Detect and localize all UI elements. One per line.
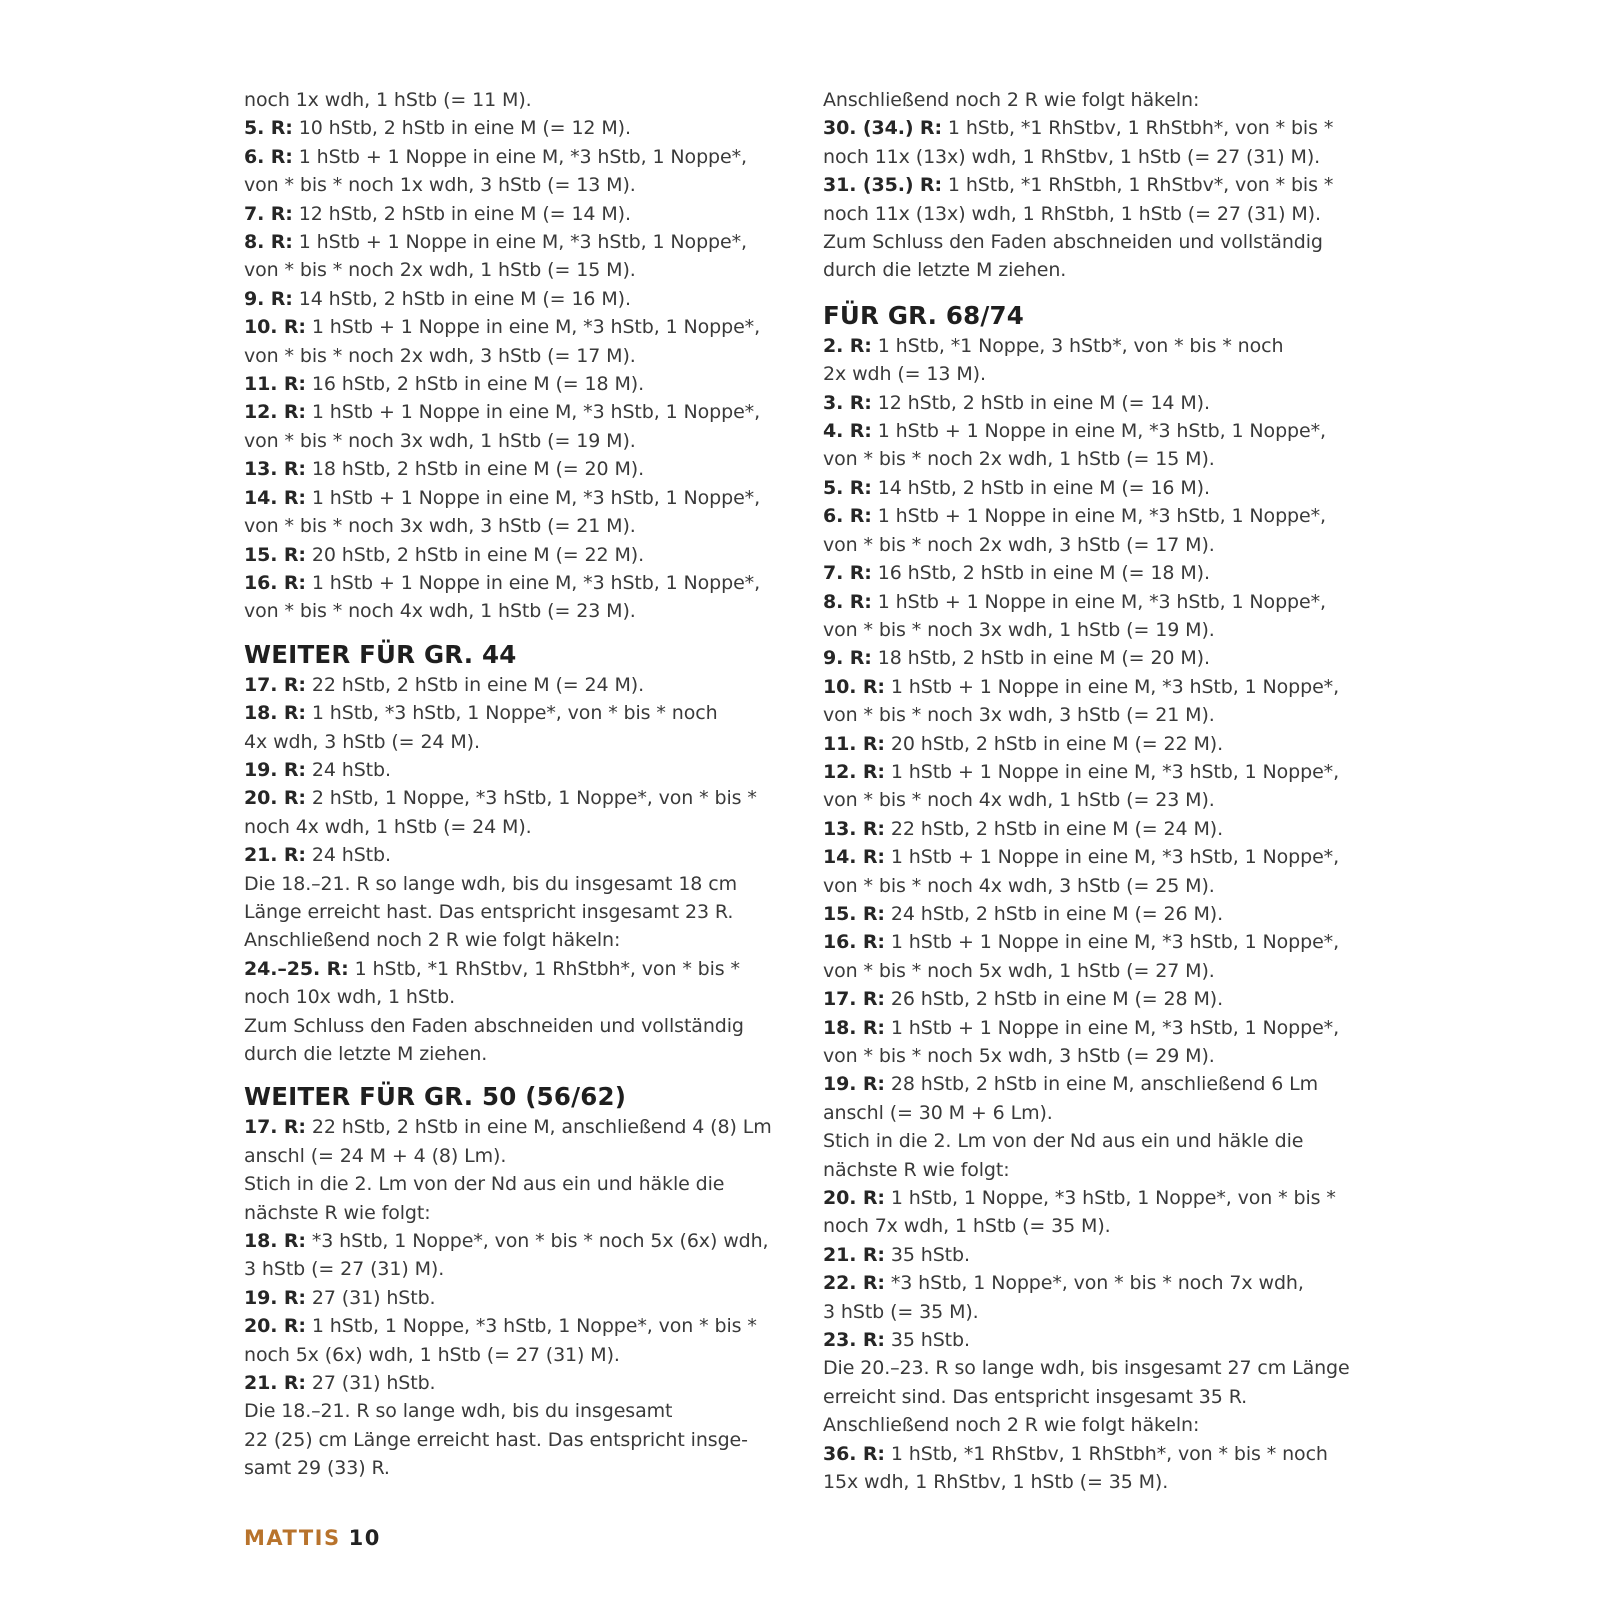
instruction-line	[823, 673, 1383, 701]
instruction-text: 1 hStb, *1 RhStbh, 1 RhStbv*, von * bis *	[947, 174, 1334, 197]
instruction-line	[823, 730, 1383, 758]
page-footer	[244, 1526, 381, 1550]
instruction-text: 12 hStb, 2 hStb in eine M (= 14 M).	[298, 202, 631, 225]
row-label: 12. R:	[244, 401, 306, 424]
row-label: 21. R:	[244, 1372, 306, 1395]
instruction-line	[823, 332, 1383, 360]
row-label: 30. (34.) R:	[823, 117, 942, 140]
row-label: 15. R:	[823, 902, 885, 925]
instruction-text: 10 hStb, 2 hStb in eine M (= 12 M).	[298, 117, 631, 140]
instruction-line	[244, 455, 804, 483]
row-label: 4. R:	[823, 420, 872, 443]
instruction-text: nächste R wie folgt:	[823, 1158, 1010, 1181]
instruction-line	[823, 1156, 1383, 1184]
instruction-text: 2x wdh (= 13 M).	[823, 363, 986, 386]
instruction-text: von * bis * noch 4x wdh, 3 hStb (= 25 M).	[823, 874, 1215, 897]
instruction-line	[823, 872, 1383, 900]
row-label: 36. R:	[823, 1442, 885, 1465]
instruction-text: 1 hStb + 1 Noppe in eine M, *3 hStb, 1 Noppe*,	[311, 316, 761, 339]
instruction-line	[823, 1127, 1383, 1155]
instruction-text: samt 29 (33) R.	[244, 1457, 390, 1480]
row-label: 9. R:	[823, 647, 872, 670]
instruction-line	[244, 1255, 804, 1283]
instruction-line	[244, 541, 804, 569]
instruction-text: von * bis * noch 2x wdh, 3 hStb (= 17 M).	[823, 533, 1215, 556]
instruction-text: 1 hStb, *1 Noppe, 3 hStb*, von * bis * noch	[877, 334, 1284, 357]
instruction-text: 14 hStb, 2 hStb in eine M (= 16 M).	[877, 476, 1210, 499]
instruction-text: 1 hStb + 1 Noppe in eine M, *3 hStb, 1 Noppe*,	[311, 486, 761, 509]
instruction-line	[823, 143, 1383, 171]
instruction-text: 12 hStb, 2 hStb in eine M (= 14 M).	[877, 391, 1210, 414]
instruction-line	[823, 1014, 1383, 1042]
row-label: 16. R:	[823, 931, 885, 954]
instruction-text: noch 11x (13x) wdh, 1 RhStbv, 1 hStb (= 27 (31) M).	[823, 145, 1321, 168]
instruction-text: von * bis * noch 1x wdh, 3 hStb (= 13 M).	[244, 174, 636, 197]
instruction-text: 1 hStb + 1 Noppe in eine M, *3 hStb, 1 Noppe*,	[890, 846, 1340, 869]
row-label: 19. R:	[244, 758, 306, 781]
instruction-text: von * bis * noch 2x wdh, 1 hStb (= 15 M).	[244, 259, 636, 282]
instruction-text: 35 hStb.	[890, 1329, 970, 1352]
instruction-line	[244, 1369, 804, 1397]
instruction-line	[823, 1042, 1383, 1070]
instruction-line	[244, 569, 804, 597]
instruction-line	[244, 1199, 804, 1227]
instruction-line	[823, 256, 1383, 284]
instruction-line	[823, 1411, 1383, 1439]
instruction-text: 27 (31) hStb.	[311, 1372, 436, 1395]
instruction-text: 1 hStb, *3 hStb, 1 Noppe*, von * bis * noch	[311, 702, 718, 725]
instruction-text: von * bis * noch 2x wdh, 1 hStb (= 15 M).	[823, 448, 1215, 471]
row-label: 18. R:	[244, 1230, 306, 1253]
row-label: 14. R:	[244, 486, 306, 509]
instruction-line	[823, 502, 1383, 530]
instruction-text: Die 18.–21. R so lange wdh, bis du insgesamt 18 cm	[244, 872, 737, 895]
instruction-line	[244, 342, 804, 370]
instruction-text: 4x wdh, 3 hStb (= 24 M).	[244, 730, 480, 753]
instruction-text: 18 hStb, 2 hStb in eine M (= 20 M).	[311, 458, 645, 481]
row-label: 13. R:	[244, 458, 306, 481]
instruction-line	[823, 1241, 1383, 1269]
instruction-line	[244, 1012, 804, 1040]
instruction-text: 14 hStb, 2 hStb in eine M (= 16 M).	[298, 287, 631, 310]
instruction-text: 26 hStb, 2 hStb in eine M (= 28 M).	[890, 988, 1224, 1011]
instruction-text: 1 hStb, 1 Noppe, *3 hStb, 1 Noppe*, von * bis *	[311, 1315, 757, 1338]
instruction-line	[823, 1269, 1383, 1297]
section-heading: FÜR GR. 68/74	[823, 300, 1025, 330]
instruction-line	[823, 1383, 1383, 1411]
instruction-line	[244, 983, 804, 1011]
row-label: 10. R:	[244, 316, 306, 339]
instruction-line	[823, 985, 1383, 1013]
row-label: 10. R:	[823, 675, 885, 698]
row-label: 21. R:	[823, 1243, 885, 1266]
instruction-text: von * bis * noch 3x wdh, 3 hStb (= 21 M).	[244, 515, 636, 538]
instruction-line	[244, 427, 804, 455]
instruction-line	[244, 114, 804, 142]
instruction-line	[244, 699, 804, 727]
instruction-line	[823, 588, 1383, 616]
instruction-line	[823, 360, 1383, 388]
instruction-line	[244, 813, 804, 841]
instruction-line	[823, 815, 1383, 843]
instruction-line	[244, 313, 804, 341]
instruction-line	[244, 1227, 804, 1255]
instruction-text: 28 hStb, 2 hStb in eine M, anschließend 6 Lm	[890, 1073, 1319, 1096]
instruction-text: von * bis * noch 3x wdh, 1 hStb (= 19 M).	[823, 618, 1215, 641]
right-column	[823, 86, 1383, 1497]
row-label: 2. R:	[823, 334, 872, 357]
instruction-line	[244, 728, 804, 756]
instruction-text: Stich in die 2. Lm von der Nd aus ein und häkle die	[244, 1173, 725, 1196]
instruction-line	[244, 398, 804, 426]
instruction-line	[823, 1326, 1383, 1354]
instruction-text: 27 (31) hStb.	[311, 1286, 436, 1309]
instruction-line	[244, 484, 804, 512]
row-label: 6. R:	[823, 505, 872, 528]
row-label: 17. R:	[244, 673, 306, 696]
instruction-text: durch die letzte M ziehen.	[244, 1043, 488, 1065]
instruction-line	[823, 928, 1383, 956]
section-heading: WEITER FÜR GR. 44	[244, 639, 517, 669]
instruction-text: 22 hStb, 2 hStb in eine M, anschließend 4 (8) Lm	[311, 1116, 772, 1139]
row-label: 3. R:	[823, 391, 872, 414]
instruction-text: 1 hStb, *1 RhStbv, 1 RhStbh*, von * bis * noch	[890, 1442, 1328, 1465]
instruction-text: von * bis * noch 5x wdh, 3 hStb (= 29 M).	[823, 1045, 1215, 1067]
instruction-text: Die 20.–23. R so lange wdh, bis insgesamt 27 cm Länge	[823, 1357, 1350, 1380]
row-label: 11. R:	[823, 732, 885, 755]
row-label: 23. R:	[823, 1329, 885, 1352]
instruction-text: von * bis * noch 2x wdh, 3 hStb (= 17 M).	[244, 344, 636, 367]
instruction-line	[823, 228, 1383, 256]
instruction-line	[244, 86, 804, 114]
instruction-line	[823, 1468, 1383, 1496]
instruction-text: 35 hStb.	[890, 1243, 970, 1266]
instruction-line	[823, 1440, 1383, 1468]
instruction-line	[244, 200, 804, 228]
instruction-line	[823, 389, 1383, 417]
instruction-text: von * bis * noch 3x wdh, 1 hStb (= 19 M).	[244, 429, 636, 452]
row-label: 7. R:	[244, 202, 293, 225]
instruction-text: 15x wdh, 1 RhStbv, 1 hStb (= 35 M).	[823, 1471, 1169, 1494]
row-label: 12. R:	[823, 760, 885, 783]
instruction-text: 1 hStb, *1 RhStbv, 1 RhStbh*, von * bis *	[947, 117, 1334, 140]
row-label: 16. R:	[244, 571, 306, 594]
row-label: 24.–25. R:	[244, 957, 349, 980]
instruction-line	[823, 1354, 1383, 1382]
instruction-line	[244, 171, 804, 199]
instruction-text: noch 10x wdh, 1 hStb.	[244, 986, 456, 1009]
instruction-text: 2 hStb, 1 Noppe, *3 hStb, 1 Noppe*, von * bis *	[311, 787, 757, 810]
row-label: 18. R:	[244, 702, 306, 725]
instruction-line	[244, 1426, 804, 1454]
instruction-text: 1 hStb + 1 Noppe in eine M, *3 hStb, 1 Noppe*,	[890, 760, 1340, 783]
instruction-text: Anschließend noch 2 R wie folgt häkeln:	[244, 929, 621, 952]
row-label: 14. R:	[823, 846, 885, 869]
instruction-line	[823, 417, 1383, 445]
instruction-text: 1 hStb + 1 Noppe in eine M, *3 hStb, 1 Noppe*,	[890, 1016, 1340, 1039]
instruction-text: *3 hStb, 1 Noppe*, von * bis * noch 5x (6x) wdh,	[311, 1230, 769, 1253]
instruction-line	[244, 955, 804, 983]
instruction-line	[244, 1341, 804, 1369]
instruction-line	[823, 616, 1383, 644]
instruction-text: von * bis * noch 3x wdh, 3 hStb (= 21 M).	[823, 704, 1215, 727]
instruction-line	[244, 143, 804, 171]
instruction-text: 24 hStb.	[311, 758, 391, 781]
instruction-text: 1 hStb + 1 Noppe in eine M, *3 hStb, 1 Noppe*,	[311, 571, 761, 594]
instruction-text: Stich in die 2. Lm von der Nd aus ein und häkle die	[823, 1130, 1304, 1153]
instruction-line	[244, 784, 804, 812]
instruction-line	[823, 474, 1383, 502]
instruction-line	[244, 756, 804, 784]
instruction-line	[244, 597, 804, 625]
instruction-text: Zum Schluss den Faden abschneiden und vollständig	[823, 231, 1323, 254]
instruction-line	[244, 512, 804, 540]
instruction-text: 1 hStb, 1 Noppe, *3 hStb, 1 Noppe*, von * bis *	[890, 1187, 1336, 1210]
row-label: 22. R:	[823, 1272, 885, 1295]
instruction-text: von * bis * noch 5x wdh, 1 hStb (= 27 M).	[823, 959, 1215, 982]
page-number: 10	[348, 1526, 381, 1550]
instruction-line	[823, 843, 1383, 871]
instruction-text: Länge erreicht hast. Das entspricht insgesamt 23 R.	[244, 900, 734, 923]
row-label: 19. R:	[244, 1286, 306, 1309]
instruction-text: nächste R wie folgt:	[244, 1201, 431, 1224]
instruction-text: 1 hStb + 1 Noppe in eine M, *3 hStb, 1 Noppe*,	[311, 401, 761, 424]
instruction-line	[823, 200, 1383, 228]
instruction-line	[244, 1142, 804, 1170]
instruction-text: 16 hStb, 2 hStb in eine M (= 18 M).	[311, 373, 645, 396]
instruction-line	[823, 1298, 1383, 1326]
instruction-line	[823, 900, 1383, 928]
instruction-text: 3 hStb (= 35 M).	[823, 1300, 979, 1323]
row-label: 21. R:	[244, 844, 306, 867]
instruction-line	[823, 758, 1383, 786]
instruction-text: anschl (= 30 M + 6 Lm).	[823, 1101, 1053, 1124]
instruction-text: Anschließend noch 2 R wie folgt häkeln:	[823, 1414, 1200, 1437]
left-column	[244, 86, 804, 1483]
instruction-line	[823, 1099, 1383, 1127]
row-label: 19. R:	[823, 1073, 885, 1096]
row-label: 13. R:	[823, 817, 885, 840]
instruction-line	[823, 445, 1383, 473]
instruction-line	[823, 644, 1383, 672]
instruction-text: 1 hStb + 1 Noppe in eine M, *3 hStb, 1 Noppe*,	[877, 505, 1326, 528]
row-label: 15. R:	[244, 543, 306, 566]
instruction-text: 1 hStb + 1 Noppe in eine M, *3 hStb, 1 Noppe*,	[298, 145, 747, 168]
row-label: 18. R:	[823, 1016, 885, 1039]
instruction-line	[244, 285, 804, 313]
instruction-line	[823, 559, 1383, 587]
instruction-line	[823, 1184, 1383, 1212]
row-label: 9. R:	[244, 287, 293, 310]
instruction-text: noch 5x (6x) wdh, 1 hStb (= 27 (31) M).	[244, 1343, 620, 1366]
instruction-text: 24 hStb.	[311, 844, 391, 867]
instruction-line	[244, 1040, 804, 1068]
instruction-text: 1 hStb + 1 Noppe in eine M, *3 hStb, 1 Noppe*,	[890, 675, 1340, 698]
instruction-text: 16 hStb, 2 hStb in eine M (= 18 M).	[877, 562, 1210, 585]
instruction-text: *3 hStb, 1 Noppe*, von * bis * noch 7x wdh,	[890, 1272, 1304, 1295]
row-label: 6. R:	[244, 145, 293, 168]
instruction-line	[823, 701, 1383, 729]
instruction-line	[244, 841, 804, 869]
instruction-line	[244, 1113, 804, 1141]
row-label: 5. R:	[244, 117, 293, 140]
instruction-line	[823, 957, 1383, 985]
instruction-text: erreicht sind. Das entspricht insgesamt 35 R.	[823, 1385, 1248, 1408]
instruction-line	[244, 256, 804, 284]
instruction-line	[244, 1397, 804, 1425]
instruction-line	[244, 370, 804, 398]
instruction-line	[244, 1312, 804, 1340]
row-label: 5. R:	[823, 476, 872, 499]
section-heading: WEITER FÜR GR. 50 (56/62)	[244, 1082, 627, 1112]
row-label: 11. R:	[244, 373, 306, 396]
instruction-line	[244, 870, 804, 898]
instruction-text: Die 18.–21. R so lange wdh, bis du insgesamt	[244, 1400, 673, 1423]
instruction-line	[244, 898, 804, 926]
instruction-text: 24 hStb, 2 hStb in eine M (= 26 M).	[890, 902, 1224, 925]
instruction-text: Zum Schluss den Faden abschneiden und vollständig	[244, 1014, 744, 1037]
row-label: 20. R:	[244, 787, 306, 810]
instruction-text: durch die letzte M ziehen.	[823, 259, 1067, 282]
instruction-text: noch 1x wdh, 1 hStb (= 11 M).	[244, 89, 532, 111]
instruction-line	[823, 1070, 1383, 1098]
row-label: 7. R:	[823, 562, 872, 585]
row-label: 20. R:	[244, 1315, 306, 1338]
instruction-text: 3 hStb (= 27 (31) M).	[244, 1258, 445, 1281]
instruction-text: von * bis * noch 4x wdh, 1 hStb (= 23 M).	[244, 600, 636, 623]
row-label: 17. R:	[823, 988, 885, 1011]
instruction-text: 1 hStb + 1 Noppe in eine M, *3 hStb, 1 Noppe*,	[298, 231, 747, 254]
instruction-line	[823, 171, 1383, 199]
row-label: 8. R:	[244, 231, 293, 254]
instruction-text: anschl (= 24 M + 4 (8) Lm).	[244, 1144, 507, 1167]
instruction-text: 1 hStb, *1 RhStbv, 1 RhStbh*, von * bis *	[354, 957, 740, 980]
instruction-line	[244, 1284, 804, 1312]
instruction-text: 1 hStb + 1 Noppe in eine M, *3 hStb, 1 Noppe*,	[877, 590, 1326, 613]
instruction-line	[823, 1212, 1383, 1240]
instruction-text: 1 hStb + 1 Noppe in eine M, *3 hStb, 1 Noppe*,	[877, 420, 1326, 443]
instruction-line	[823, 86, 1383, 114]
instruction-line	[823, 786, 1383, 814]
footer-brand: MATTIS	[244, 1526, 341, 1550]
instruction-line	[244, 1454, 804, 1482]
instruction-text: von * bis * noch 4x wdh, 1 hStb (= 23 M).	[823, 789, 1215, 812]
instruction-text: 20 hStb, 2 hStb in eine M (= 22 M).	[890, 732, 1224, 755]
instruction-text: 22 hStb, 2 hStb in eine M (= 24 M).	[311, 673, 645, 696]
instruction-text: 20 hStb, 2 hStb in eine M (= 22 M).	[311, 543, 645, 566]
instruction-line	[244, 1170, 804, 1198]
instruction-line	[244, 926, 804, 954]
instruction-text: 22 (25) cm Länge erreicht hast. Das entspricht insge-	[244, 1428, 748, 1451]
instruction-text: noch 11x (13x) wdh, 1 RhStbh, 1 hStb (= 27 (31) M).	[823, 202, 1321, 225]
instruction-line	[244, 671, 804, 699]
row-label: 17. R:	[244, 1116, 306, 1139]
instruction-text: 22 hStb, 2 hStb in eine M (= 24 M).	[890, 817, 1224, 840]
instruction-text: 1 hStb + 1 Noppe in eine M, *3 hStb, 1 Noppe*,	[890, 931, 1340, 954]
instruction-line	[823, 114, 1383, 142]
instruction-text: 18 hStb, 2 hStb in eine M (= 20 M).	[877, 647, 1210, 670]
instruction-text: noch 4x wdh, 1 hStb (= 24 M).	[244, 815, 532, 838]
instruction-text: noch 7x wdh, 1 hStb (= 35 M).	[823, 1215, 1111, 1238]
row-label: 8. R:	[823, 590, 872, 613]
instruction-line	[823, 531, 1383, 559]
row-label: 31. (35.) R:	[823, 174, 942, 197]
instruction-line	[244, 228, 804, 256]
instruction-text: Anschließend noch 2 R wie folgt häkeln:	[823, 89, 1200, 111]
row-label: 20. R:	[823, 1187, 885, 1210]
